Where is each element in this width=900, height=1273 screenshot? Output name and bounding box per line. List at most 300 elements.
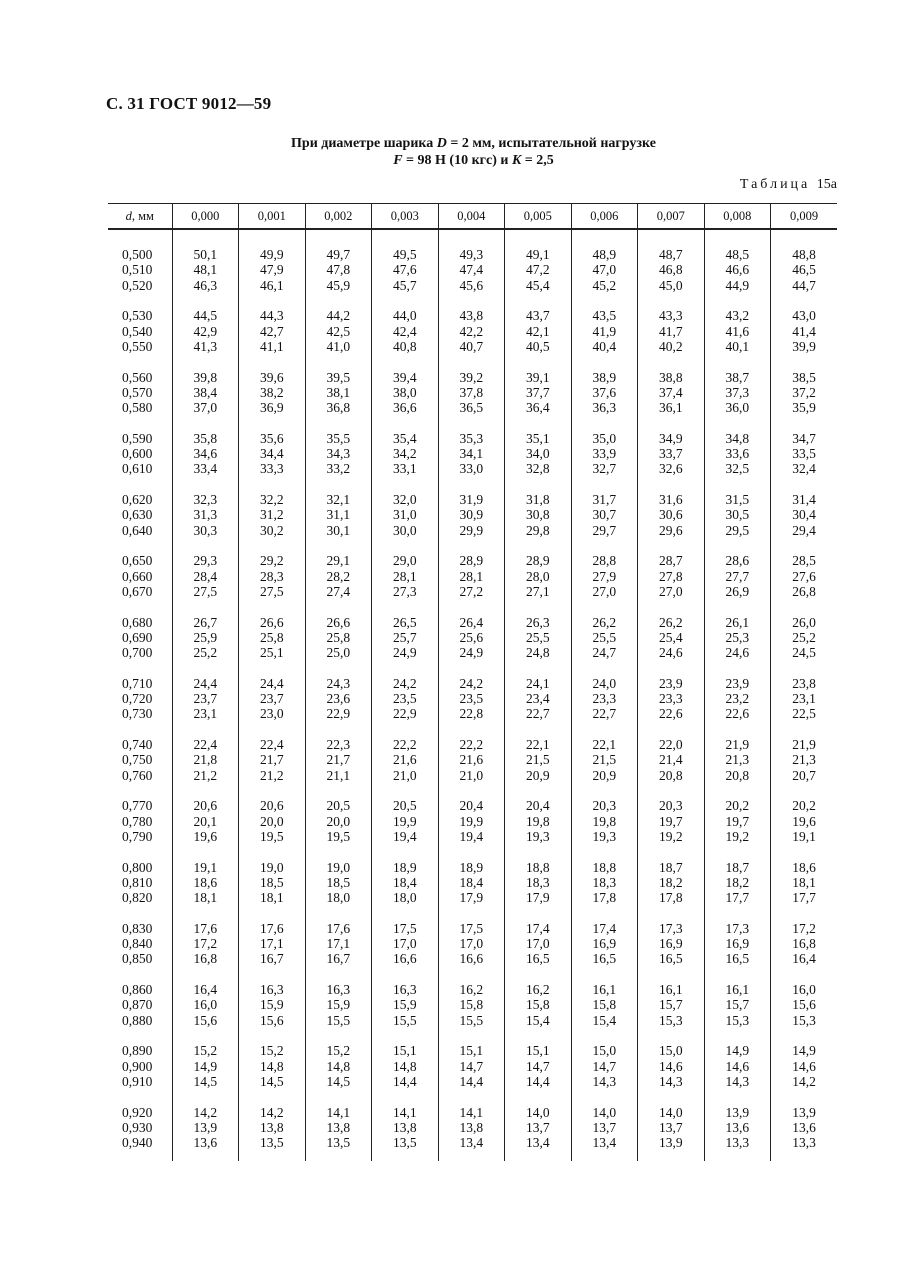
spacer-cell (638, 1089, 705, 1105)
diameter-cell: 0,940 (122, 1135, 153, 1150)
hardness-cell: 17,2 (172, 936, 239, 951)
hardness-cell: 49,1 (505, 247, 572, 262)
table-row (108, 645, 837, 660)
hardness-cell: 21,6 (372, 752, 439, 767)
hardness-cell: 22,3 (305, 737, 372, 752)
hardness-cell: 16,3 (305, 982, 372, 997)
hardness-cell: 34,7 (771, 431, 838, 446)
hardness-cell: 15,2 (305, 1043, 372, 1058)
hardness-cell: 37,0 (172, 400, 239, 415)
hardness-cell: 38,1 (305, 385, 372, 400)
spacer-cell (438, 844, 505, 860)
hardness-cell: 20,8 (704, 768, 771, 783)
hardness-cell: 21,0 (372, 768, 439, 783)
hardness-cell: 19,6 (172, 829, 239, 844)
hardness-cell: 16,5 (704, 951, 771, 966)
hardness-cell: 16,9 (571, 936, 638, 951)
spacer-cell (638, 599, 705, 615)
spacer-cell (372, 415, 439, 431)
hardness-cell: 21,9 (704, 737, 771, 752)
column-header: 0,001 (239, 204, 306, 230)
hardness-cell: 27,4 (305, 584, 372, 599)
spacer-cell (172, 722, 239, 738)
hardness-cell: 21,7 (239, 752, 306, 767)
d-variable: d (125, 208, 132, 223)
spacer-cell (305, 844, 372, 860)
hardness-cell: 44,3 (239, 308, 306, 323)
spacer-cell (771, 354, 838, 370)
hardness-cell: 40,5 (505, 339, 572, 354)
spacer-cell (438, 477, 505, 493)
diameter-cell: 0,590 (122, 430, 153, 446)
spacer-cell (571, 844, 638, 860)
hardness-cell: 31,2 (239, 507, 306, 522)
hardness-cell: 24,3 (305, 676, 372, 691)
spacer-cell (438, 660, 505, 676)
hardness-cell: 39,4 (372, 370, 439, 385)
spacer-cell (172, 1028, 239, 1044)
spacer-cell (505, 1089, 572, 1105)
spacer-cell (372, 783, 439, 799)
hardness-cell: 42,1 (505, 324, 572, 339)
hardness-cell: 13,7 (638, 1120, 705, 1135)
diameter-cell: 0,900 (122, 1058, 153, 1074)
spacer-cell (704, 660, 771, 676)
spacer-cell (505, 905, 572, 921)
hardness-cell: 34,6 (172, 446, 239, 461)
hardness-cell: 40,4 (571, 339, 638, 354)
hardness-cell: 22,9 (372, 706, 439, 721)
spacer-cell (372, 229, 439, 247)
hardness-cell: 33,4 (172, 461, 239, 476)
hardness-cell: 13,9 (638, 1135, 705, 1150)
hardness-cell: 15,4 (505, 1013, 572, 1028)
table-row (108, 400, 837, 415)
hardness-cell: 24,0 (571, 676, 638, 691)
hardness-cell: 15,6 (771, 997, 838, 1012)
caption-text: = 2,5 (521, 153, 554, 168)
column-header: 0,005 (505, 204, 572, 230)
caption-variable-d: D (436, 136, 447, 151)
hardness-cell: 18,1 (172, 890, 239, 905)
spacer-cell (638, 538, 705, 554)
spacer-cell (638, 905, 705, 921)
hardness-cell: 34,2 (372, 446, 439, 461)
spacer-cell (239, 599, 306, 615)
spacer-cell (108, 844, 172, 860)
spacer-cell (505, 844, 572, 860)
hardness-cell: 40,8 (372, 339, 439, 354)
spacer-cell (108, 538, 172, 554)
spacer-cell (438, 538, 505, 554)
hardness-cell: 31,8 (505, 492, 572, 507)
spacer-cell (305, 722, 372, 738)
spacer-cell (638, 783, 705, 799)
hardness-cell: 19,5 (239, 829, 306, 844)
spacer-cell (505, 660, 572, 676)
hardness-cell: 19,9 (372, 814, 439, 829)
hardness-cell: 27,5 (172, 584, 239, 599)
hardness-cell: 23,5 (438, 691, 505, 706)
caption-variable-f: F (393, 153, 403, 168)
spacer-cell (638, 477, 705, 493)
hardness-cell: 23,9 (638, 676, 705, 691)
hardness-cell: 14,9 (704, 1043, 771, 1058)
spacer-cell (505, 293, 572, 309)
hardness-cell: 20,4 (505, 798, 572, 813)
hardness-cell: 15,7 (638, 997, 705, 1012)
spacer-cell (771, 229, 838, 247)
spacer-cell (108, 660, 172, 676)
hardness-cell: 22,9 (305, 706, 372, 721)
spacer-cell (638, 1028, 705, 1044)
hardness-cell: 43,7 (505, 308, 572, 323)
page-header: С. 31 ГОСТ 9012—59 (106, 94, 272, 113)
hardness-cell: 22,7 (505, 706, 572, 721)
hardness-cell: 25,8 (239, 630, 306, 645)
hardness-cell: 14,6 (638, 1059, 705, 1074)
table-row (108, 324, 837, 339)
hardness-cell: 17,0 (438, 936, 505, 951)
hardness-cell: 18,9 (372, 860, 439, 875)
hardness-cell: 38,9 (571, 370, 638, 385)
spacer-cell (372, 1150, 439, 1161)
hardness-cell: 46,1 (239, 278, 306, 293)
spacer-cell (239, 905, 306, 921)
hardness-cell: 23,0 (239, 706, 306, 721)
spacer-cell (704, 844, 771, 860)
spacer-cell (108, 1150, 172, 1161)
hardness-cell: 20,9 (571, 768, 638, 783)
hardness-cell: 41,0 (305, 339, 372, 354)
hardness-cell: 13,3 (704, 1135, 771, 1150)
spacer-cell (571, 229, 638, 247)
diameter-cell: 0,790 (122, 828, 153, 844)
hardness-cell: 19,3 (571, 829, 638, 844)
table-caption-line-1 (110, 135, 837, 152)
hardness-cell: 16,5 (571, 951, 638, 966)
hardness-cell: 34,0 (505, 446, 572, 461)
hardness-cell: 16,6 (438, 951, 505, 966)
hardness-cell: 49,3 (438, 247, 505, 262)
hardness-cell: 19,3 (505, 829, 572, 844)
hardness-cell: 25,5 (571, 630, 638, 645)
hardness-cell: 24,7 (571, 645, 638, 660)
spacer-cell (571, 783, 638, 799)
hardness-cell: 27,2 (438, 584, 505, 599)
hardness-cell: 21,5 (505, 752, 572, 767)
diameter-cell: 0,920 (122, 1104, 153, 1120)
diameter-cell: 0,840 (122, 936, 153, 951)
hardness-cell: 48,8 (771, 247, 838, 262)
hardness-cell: 29,5 (704, 523, 771, 538)
hardness-cell: 39,5 (305, 370, 372, 385)
spacer-cell (305, 415, 372, 431)
spacer-cell (305, 538, 372, 554)
spacer-cell (571, 660, 638, 676)
spacer-cell (704, 293, 771, 309)
hardness-cell: 23,6 (305, 691, 372, 706)
hardness-cell: 36,0 (704, 400, 771, 415)
hardness-cell: 14,1 (438, 1105, 505, 1120)
spacer-cell (305, 477, 372, 493)
diameter-cell: 0,570 (122, 384, 153, 400)
hardness-cell: 14,8 (239, 1059, 306, 1074)
hardness-cell: 44,5 (172, 308, 239, 323)
table-row (108, 752, 837, 767)
hardness-cell: 18,8 (571, 860, 638, 875)
hardness-cell: 22,1 (505, 737, 572, 752)
hardness-cell: 37,4 (638, 385, 705, 400)
hardness-cell: 21,9 (771, 737, 838, 752)
hardness-cell: 14,0 (505, 1105, 572, 1120)
hardness-cell: 19,7 (704, 814, 771, 829)
hardness-cell: 13,7 (505, 1120, 572, 1135)
spacer-cell (438, 1150, 505, 1161)
diameter-cell: 0,640 (122, 522, 153, 538)
hardness-cell: 44,2 (305, 308, 372, 323)
hardness-cell: 28,1 (438, 569, 505, 584)
hardness-cell: 44,7 (771, 278, 838, 293)
table-row (108, 1135, 837, 1150)
spacer-cell (505, 599, 572, 615)
hardness-cell: 22,6 (704, 706, 771, 721)
table-row (108, 814, 837, 829)
hardness-cell: 14,4 (438, 1074, 505, 1089)
hardness-cell: 14,3 (638, 1074, 705, 1089)
hardness-cell: 41,9 (571, 324, 638, 339)
hardness-cell: 28,3 (239, 569, 306, 584)
diameter-cell: 0,850 (122, 951, 153, 967)
spacer-cell (571, 354, 638, 370)
hardness-cell: 41,1 (239, 339, 306, 354)
hardness-cell: 27,9 (571, 569, 638, 584)
table-row (108, 553, 837, 568)
hardness-cell: 20,1 (172, 814, 239, 829)
hardness-cell: 14,1 (372, 1105, 439, 1120)
hardness-cell: 41,6 (704, 324, 771, 339)
diameter-cell: 0,690 (122, 629, 153, 645)
spacer-cell (638, 1150, 705, 1161)
hardness-cell: 16,7 (305, 951, 372, 966)
hardness-cell: 28,5 (771, 553, 838, 568)
hardness-cell: 31,4 (771, 492, 838, 507)
hardness-cell: 22,5 (771, 706, 838, 721)
hardness-cell: 27,0 (571, 584, 638, 599)
spacer-cell (771, 660, 838, 676)
hardness-cell: 24,4 (239, 676, 306, 691)
hardness-cell: 26,8 (771, 584, 838, 599)
hardness-cell: 16,5 (505, 951, 572, 966)
spacer-cell (239, 967, 306, 983)
hardness-cell: 23,5 (372, 691, 439, 706)
spacer-cell (305, 905, 372, 921)
hardness-cell: 18,6 (172, 875, 239, 890)
hardness-cell: 15,0 (638, 1043, 705, 1058)
hardness-cell: 34,8 (704, 431, 771, 446)
hardness-cell: 33,1 (372, 461, 439, 476)
hardness-cell: 35,5 (305, 431, 372, 446)
spacer-cell (438, 599, 505, 615)
spacer-cell (108, 967, 172, 983)
hardness-cell: 38,4 (172, 385, 239, 400)
hardness-cell: 30,8 (505, 507, 572, 522)
table-row (108, 982, 837, 997)
hardness-cell: 21,1 (305, 768, 372, 783)
hardness-cell: 21,0 (438, 768, 505, 783)
hardness-cell: 49,7 (305, 247, 372, 262)
hardness-cell: 20,0 (305, 814, 372, 829)
hardness-cell: 20,5 (305, 798, 372, 813)
hardness-cell: 15,8 (505, 997, 572, 1012)
hardness-cell: 32,6 (638, 461, 705, 476)
hardness-cell: 30,1 (305, 523, 372, 538)
hardness-cell: 41,3 (172, 339, 239, 354)
hardness-cell: 26,4 (438, 615, 505, 630)
hardness-cell: 29,6 (638, 523, 705, 538)
hardness-cell: 24,2 (372, 676, 439, 691)
hardness-cell: 15,0 (571, 1043, 638, 1058)
spacer-cell (571, 1089, 638, 1105)
table-row (108, 461, 837, 476)
hardness-cell: 23,3 (571, 691, 638, 706)
hardness-cell: 43,8 (438, 308, 505, 323)
hardness-cell: 30,9 (438, 507, 505, 522)
hardness-cell: 17,6 (305, 921, 372, 936)
hardness-cell: 16,4 (172, 982, 239, 997)
hardness-cell: 43,0 (771, 308, 838, 323)
hardness-cell: 39,1 (505, 370, 572, 385)
table-row (108, 1043, 837, 1058)
hardness-cell: 26,1 (704, 615, 771, 630)
spacer-cell (239, 354, 306, 370)
diameter-cell: 0,820 (122, 890, 153, 905)
hardness-cell: 17,5 (438, 921, 505, 936)
caption-variable-k: K (511, 153, 522, 168)
hardness-cell: 15,6 (239, 1013, 306, 1028)
hardness-cell: 43,3 (638, 308, 705, 323)
hardness-cell: 26,0 (771, 615, 838, 630)
hardness-cell: 18,3 (505, 875, 572, 890)
hardness-cell: 14,2 (239, 1105, 306, 1120)
spacer-cell (108, 477, 172, 493)
spacer-cell (771, 538, 838, 554)
hardness-cell: 35,6 (239, 431, 306, 446)
spacer-cell (638, 722, 705, 738)
table-row (108, 921, 837, 936)
diameter-cell: 0,580 (122, 400, 153, 415)
hardness-cell: 18,4 (372, 875, 439, 890)
spacer-cell (372, 293, 439, 309)
hardness-cell: 19,1 (172, 860, 239, 875)
hardness-cell: 26,7 (172, 615, 239, 630)
hardness-cell: 29,1 (305, 553, 372, 568)
hardness-cell: 46,6 (704, 262, 771, 277)
hardness-cell: 22,6 (638, 706, 705, 721)
hardness-cell: 22,4 (239, 737, 306, 752)
hardness-cell: 17,6 (239, 921, 306, 936)
hardness-cell: 23,1 (771, 691, 838, 706)
spacer-cell (638, 844, 705, 860)
hardness-cell: 14,3 (704, 1074, 771, 1089)
hardness-cell: 16,3 (372, 982, 439, 997)
hardness-cell: 37,7 (505, 385, 572, 400)
spacer-cell (372, 477, 439, 493)
hardness-cell: 19,2 (638, 829, 705, 844)
table-row (108, 308, 837, 323)
spacer-cell (172, 538, 239, 554)
spacer-cell (372, 1028, 439, 1044)
hardness-cell: 21,3 (771, 752, 838, 767)
hardness-cell: 18,3 (571, 875, 638, 890)
hardness-cell: 36,3 (571, 400, 638, 415)
hardness-cell: 39,9 (771, 339, 838, 354)
hardness-cell: 21,6 (438, 752, 505, 767)
hardness-cell: 19,0 (305, 860, 372, 875)
hardness-cell: 16,5 (638, 951, 705, 966)
diameter-cell: 0,910 (122, 1073, 153, 1089)
hardness-cell: 34,3 (305, 446, 372, 461)
hardness-cell: 23,3 (638, 691, 705, 706)
column-header: 0,003 (372, 204, 439, 230)
spacer-cell (172, 660, 239, 676)
hardness-cell: 19,7 (638, 814, 705, 829)
hardness-cell: 45,2 (571, 278, 638, 293)
hardness-cell: 47,9 (239, 262, 306, 277)
hardness-cell: 23,8 (771, 676, 838, 691)
hardness-cell: 49,9 (239, 247, 306, 262)
spacer-cell (172, 415, 239, 431)
hardness-cell: 32,3 (172, 492, 239, 507)
hardness-cell: 19,4 (372, 829, 439, 844)
spacer-cell (239, 722, 306, 738)
spacer-cell (704, 477, 771, 493)
hardness-cell: 30,7 (571, 507, 638, 522)
spacer-cell (108, 905, 172, 921)
column-header: 0,000 (172, 204, 239, 230)
hardness-cell: 33,2 (305, 461, 372, 476)
spacer-cell (704, 415, 771, 431)
hardness-cell: 20,6 (239, 798, 306, 813)
hardness-cell: 14,2 (771, 1074, 838, 1089)
spacer-cell (704, 967, 771, 983)
hardness-cell: 15,7 (704, 997, 771, 1012)
hardness-cell: 48,5 (704, 247, 771, 262)
hardness-cell: 18,1 (771, 875, 838, 890)
hardness-cell: 15,1 (372, 1043, 439, 1058)
hardness-cell: 15,5 (438, 1013, 505, 1028)
spacer-cell (372, 538, 439, 554)
hardness-cell: 15,2 (239, 1043, 306, 1058)
diameter-cell: 0,760 (122, 767, 153, 783)
hardness-cell: 26,2 (571, 615, 638, 630)
hardness-cell: 30,0 (372, 523, 439, 538)
hardness-cell: 22,4 (172, 737, 239, 752)
diameter-cell: 0,740 (122, 737, 153, 752)
table-row (108, 936, 837, 951)
hardness-cell: 28,4 (172, 569, 239, 584)
hardness-cell: 30,3 (172, 523, 239, 538)
hardness-cell: 28,0 (505, 569, 572, 584)
hardness-cell: 17,4 (571, 921, 638, 936)
hardness-cell: 25,3 (704, 630, 771, 645)
hardness-cell: 32,0 (372, 492, 439, 507)
hardness-cell: 30,4 (771, 507, 838, 522)
spacer-cell (305, 599, 372, 615)
spacer-cell (438, 1028, 505, 1044)
spacer-cell (571, 1150, 638, 1161)
spacer-cell (239, 293, 306, 309)
